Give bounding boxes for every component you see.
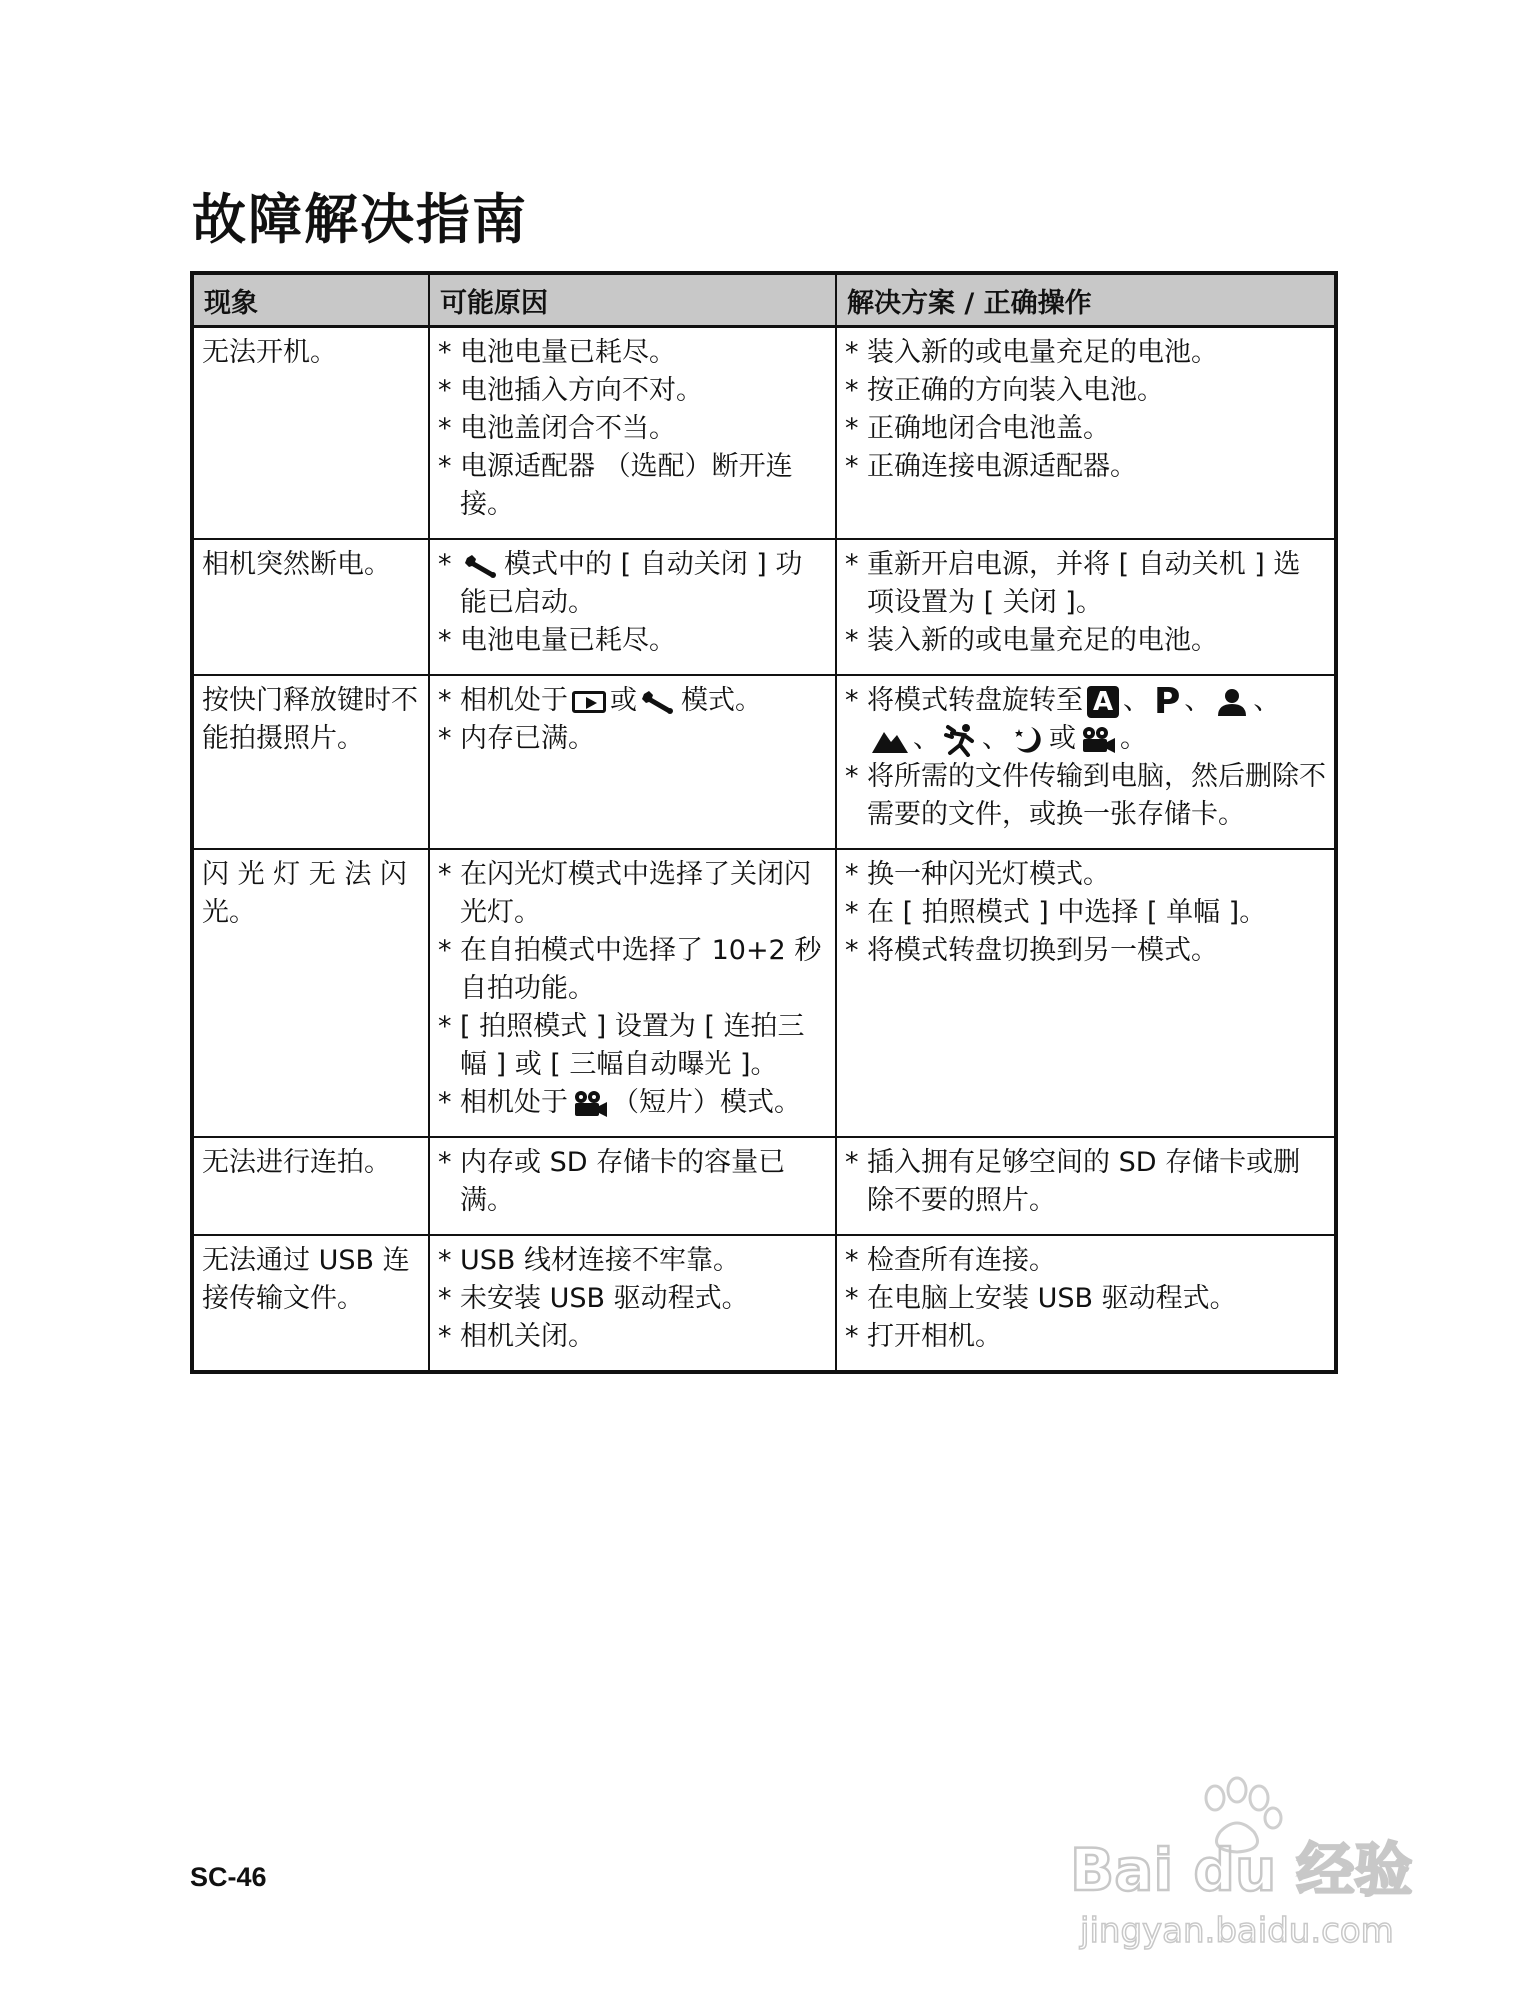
solution-item: * 检查所有连接。: [845, 1242, 1326, 1280]
cause-item: [438, 1084, 827, 1122]
solution-cell: [836, 539, 1336, 675]
solution-text: 。: [1120, 723, 1147, 754]
cause-item: * 在自拍模式中选择了 10+2 秒自拍功能。: [438, 932, 827, 1008]
solution-cell: [836, 1235, 1336, 1372]
symptom-cell: 无法通过 USB 连接传输文件。: [192, 1235, 429, 1372]
solution-cell: [836, 675, 1336, 849]
cause-cell: [429, 1235, 836, 1372]
table-row: [192, 849, 1336, 1137]
table-row: [192, 675, 1336, 849]
solution-item: [845, 682, 1326, 758]
movie-camera-icon: [572, 1089, 608, 1119]
solution-item: * 将模式转盘切换到另一模式。: [845, 932, 1326, 970]
table-row: [192, 327, 1336, 540]
solution-item: * 正确连接电源适配器。: [845, 448, 1326, 486]
cause-text: 模式中的 [ 自动关闭 ] 功能已启动。: [460, 549, 803, 618]
cause-text: （短片）模式。: [612, 1087, 801, 1118]
cause-item: * 电源适配器 （选配）断开连接。: [438, 448, 827, 524]
separator: 、: [1184, 685, 1212, 716]
cause-cell: [429, 1137, 836, 1235]
separator: 、: [913, 723, 940, 754]
cause-item: [438, 546, 827, 622]
cause-item: * USB 线材连接不牢靠。: [438, 1242, 827, 1280]
symptom-cell: 闪 光 灯 无 法 闪 光。: [192, 849, 429, 1137]
cause-item: * 电池电量已耗尽。: [438, 334, 827, 372]
solution-item: * 插入拥有足够空间的 SD 存储卡或删除不要的照片。: [845, 1144, 1326, 1220]
cause-item: [438, 682, 827, 720]
solution-text: 将模式转盘旋转至: [867, 685, 1083, 716]
solution-cell: [836, 849, 1336, 1137]
solution-item: * 打开相机。: [845, 1318, 1326, 1356]
solution-cell: [836, 327, 1336, 540]
header-symptom: 现象: [192, 273, 429, 327]
page-number: SC-46: [190, 1862, 267, 1892]
solution-item: * 按正确的方向装入电池。: [845, 372, 1326, 410]
solution-item: * 在 [ 拍照模式 ] 中选择 [ 单幅 ]。: [845, 894, 1326, 932]
table-row: [192, 1137, 1336, 1235]
solution-item: * 在电脑上安装 USB 驱动程式。: [845, 1280, 1326, 1318]
portrait-icon: [1215, 687, 1249, 717]
separator: 、: [1123, 685, 1150, 716]
solution-cell: [836, 1137, 1336, 1235]
solution-item: * 装入新的或电量充足的电池。: [845, 622, 1326, 660]
solution-item: * 换一种闪光灯模式。: [845, 856, 1326, 894]
symptom-cell: 无法进行连拍。: [192, 1137, 429, 1235]
cause-item: * 相机关闭。: [438, 1318, 827, 1356]
cause-item: * 内存或 SD 存储卡的容量已满。: [438, 1144, 827, 1220]
cause-item: * [ 拍照模式 ] 设置为 [ 连拍三幅 ] 或 [ 三幅自动曝光 ]。: [438, 1008, 827, 1084]
solution-text: 或: [1049, 723, 1076, 754]
wrench-icon: [464, 553, 500, 579]
movie-camera-icon: [1080, 725, 1116, 755]
playback-icon: [572, 691, 606, 713]
header-solution: 解决方案 / 正确操作: [836, 273, 1336, 327]
table-row: [192, 1235, 1336, 1372]
landscape-icon: [871, 726, 909, 754]
cause-item: * 在闪光灯模式中选择了关闭闪光灯。: [438, 856, 827, 932]
night-mode-icon: [1013, 725, 1045, 755]
solution-item: * 重新开启电源，并将 [ 自动关机 ] 选项设置为 [ 关闭 ]。: [845, 546, 1326, 622]
cause-text: 模式。: [681, 685, 762, 716]
cause-item: * 内存已满。: [438, 720, 827, 758]
table-header-row: [192, 273, 1336, 327]
solution-item: * 装入新的或电量充足的电池。: [845, 334, 1326, 372]
symptom-cell: 按快门释放键时不能拍摄照片。: [192, 675, 429, 849]
cause-cell: [429, 675, 836, 849]
cause-item: * 电池插入方向不对。: [438, 372, 827, 410]
auto-mode-icon: A: [1087, 686, 1119, 718]
watermark-url: jingyan.baidu.com: [1080, 1911, 1394, 1951]
cause-cell: [429, 327, 836, 540]
separator: 、: [1253, 685, 1281, 716]
cause-cell: [429, 539, 836, 675]
cause-item: * 电池盖闭合不当。: [438, 410, 827, 448]
cause-item: * 未安装 USB 驱动程式。: [438, 1280, 827, 1318]
cause-item: * 电池电量已耗尽。: [438, 622, 827, 660]
symptom-cell: 相机突然断电。: [192, 539, 429, 675]
watermark-logo: Bai du 经验: [1070, 1836, 1413, 1904]
table-row: [192, 539, 1336, 675]
cause-text: 或: [610, 685, 637, 716]
cause-text: 相机处于: [460, 685, 568, 716]
separator: 、: [982, 723, 1009, 754]
solution-item: * 正确地闭合电池盖。: [845, 410, 1326, 448]
troubleshooting-table: [190, 271, 1338, 1374]
baidu-watermark: [1030, 1770, 1450, 1960]
header-cause: 可能原因: [429, 273, 836, 327]
program-mode-icon: P: [1154, 680, 1181, 722]
cause-text: 相机处于: [460, 1087, 568, 1118]
cause-cell: [429, 849, 836, 1137]
symptom-cell: 无法开机。: [192, 327, 429, 540]
solution-item: * 将所需的文件传输到电脑，然后删除不需要的文件，或换一张存储卡。: [845, 758, 1326, 834]
sports-icon: [944, 723, 978, 757]
wrench-icon: [641, 689, 677, 715]
page-title: 故障解决指南: [192, 188, 528, 251]
